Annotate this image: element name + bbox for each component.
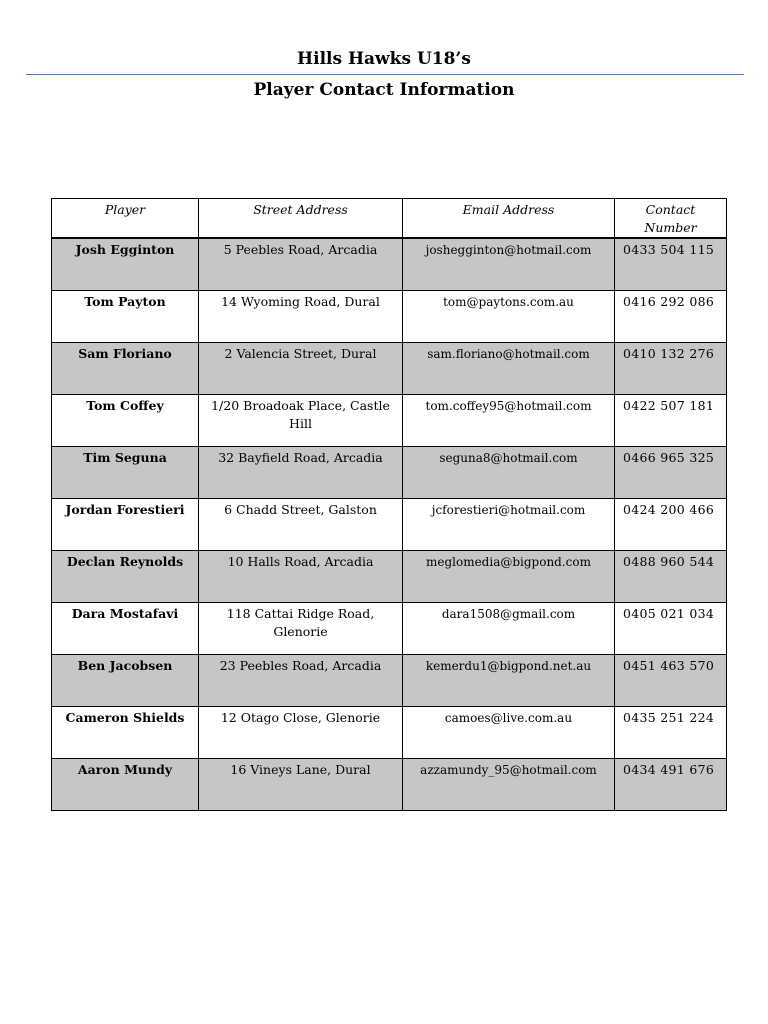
- street-address: 32 Bayfield Road, Arcadia: [199, 446, 403, 498]
- document-title: Hills Hawks U18’s: [297, 49, 471, 69]
- contact-number: 0488 960 544: [615, 550, 727, 602]
- contact-number: 0410 132 276: [615, 342, 727, 394]
- header-email-address: Email Address: [403, 199, 615, 239]
- header-contact-number: Contact Number: [615, 199, 727, 239]
- table-row: [52, 446, 727, 498]
- table-row: [52, 602, 727, 654]
- player-name: Cameron Shields: [52, 706, 199, 758]
- street-address: 10 Halls Road, Arcadia: [199, 550, 403, 602]
- street-address: 12 Otago Close, Glenorie: [199, 706, 403, 758]
- contact-number: 0466 965 325: [615, 446, 727, 498]
- contact-number: 0416 292 086: [615, 290, 727, 342]
- street-address: 118 Cattai Ridge Road, Glenorie: [199, 602, 403, 654]
- email-address: azzamundy_95@hotmail.com: [403, 758, 615, 810]
- email-address: meglomedia@bigpond.com: [403, 550, 615, 602]
- table-row: [52, 550, 727, 602]
- street-address: 23 Peebles Road, Arcadia: [199, 654, 403, 706]
- table-row: [52, 394, 727, 446]
- street-address: 16 Vineys Lane, Dural: [199, 758, 403, 810]
- contact-number: 0405 021 034: [615, 602, 727, 654]
- contact-number: 0422 507 181: [615, 394, 727, 446]
- player-name: Aaron Mundy: [52, 758, 199, 810]
- title-divider: [26, 74, 744, 75]
- player-name: Declan Reynolds: [52, 550, 199, 602]
- table-row: [52, 238, 727, 290]
- email-address: jcforestieri@hotmail.com: [403, 498, 615, 550]
- street-address: 14 Wyoming Road, Dural: [199, 290, 403, 342]
- header-player: Player: [52, 199, 199, 239]
- contact-number: 0433 504 115: [615, 238, 727, 290]
- street-address: 5 Peebles Road, Arcadia: [199, 238, 403, 290]
- table-row: [52, 498, 727, 550]
- email-address: joshegginton@hotmail.com: [403, 238, 615, 290]
- email-address: camoes@live.com.au: [403, 706, 615, 758]
- header-street-address: Street Address: [199, 199, 403, 239]
- contact-number: 0451 463 570: [615, 654, 727, 706]
- contact-number: 0434 491 676: [615, 758, 727, 810]
- table-row: [52, 290, 727, 342]
- table-row: [52, 342, 727, 394]
- table-row: [52, 758, 727, 810]
- email-address: tom@paytons.com.au: [403, 290, 615, 342]
- player-name: Tom Payton: [52, 290, 199, 342]
- table-header-row: [52, 199, 727, 239]
- street-address: 6 Chadd Street, Galston: [199, 498, 403, 550]
- player-name: Dara Mostafavi: [52, 602, 199, 654]
- email-address: seguna8@hotmail.com: [403, 446, 615, 498]
- document-subtitle: Player Contact Information: [253, 80, 515, 100]
- contact-number: 0424 200 466: [615, 498, 727, 550]
- player-name: Tim Seguna: [52, 446, 199, 498]
- email-address: dara1508@gmail.com: [403, 602, 615, 654]
- player-name: Jordan Forestieri: [52, 498, 199, 550]
- player-name: Sam Floriano: [52, 342, 199, 394]
- street-address: 1/20 Broadoak Place, Castle Hill: [199, 394, 403, 446]
- email-address: tom.coffey95@hotmail.com: [403, 394, 615, 446]
- table-row: [52, 654, 727, 706]
- street-address: 2 Valencia Street, Dural: [199, 342, 403, 394]
- player-name: Josh Egginton: [52, 238, 199, 290]
- player-name: Ben Jacobsen: [52, 654, 199, 706]
- email-address: sam.floriano@hotmail.com: [403, 342, 615, 394]
- table-row: [52, 706, 727, 758]
- contact-number: 0435 251 224: [615, 706, 727, 758]
- player-name: Tom Coffey: [52, 394, 199, 446]
- email-address: kemerdu1@bigpond.net.au: [403, 654, 615, 706]
- player-contact-table: [51, 198, 727, 811]
